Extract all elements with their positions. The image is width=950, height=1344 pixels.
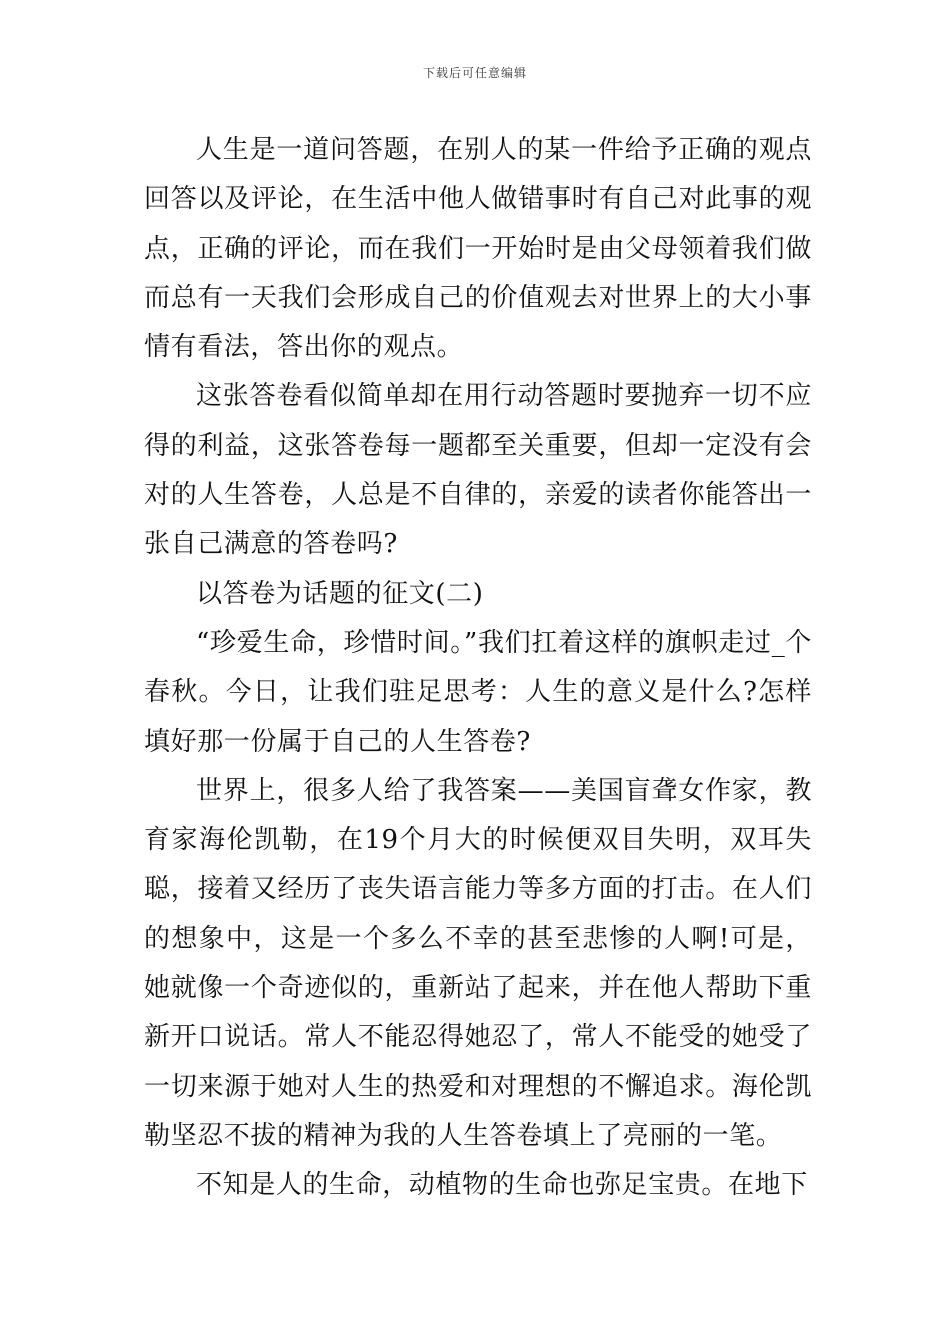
paragraph-3: “珍爱生命，珍惜时间。”我们扛着这样的旗帜走过_个春秋。今日，让我们驻足思考：人生的意义是什么?怎样填好那一份属于自己的人生答卷?	[144, 627, 812, 757]
page-header: 下载后可任意编辑	[422, 66, 527, 80]
paragraph-1: 人生是一道问答题，在别人的某一件给予正确的观点回答以及评论，在生活中他人做错事时有自己对此事的观点，正确的评论，而在我们一开始时是由父母领着我们做而总有一天我们会形成自己的价值观去对世界上的大小事情有看法，答出你的观点。	[144, 135, 812, 363]
paragraph-4: 世界上，很多人给了我答案——美国盲聋女作家，教育家海伦凯勒，在19个月大的时候便双目失明，双耳失聪，接着又经历了丧失语言能力等多方面的打击。在人们的想象中，这是一个多么不幸的甚至悲惨的人啊!可是，她就像一个奇迹似的，重新站了起来，并在他人帮助下重新开口说话。常人不能忍得她忍了，常人不能受的她受了一切来源于她对人生的热爱和对理想的不懈追求。海伦凯勒坚忍不拔的精神为我的人生答卷填上了亮丽的一笔。	[144, 775, 812, 1151]
document-body	[144, 126, 812, 1211]
paragraph-5: 不知是人的生命，动植物的生命也弥足宝贵。在地下	[196, 1170, 808, 1201]
section-title: 以答卷为话题的征文(二)	[196, 578, 484, 609]
paragraph-2: 这张答卷看似简单却在用行动答题时要抛弃一切不应得的利益，这张答卷每一题都至关重要，但却一定没有会对的人生答卷，人总是不自律的，亲爱的读者你能答出一张自己满意的答卷吗?	[144, 381, 812, 560]
